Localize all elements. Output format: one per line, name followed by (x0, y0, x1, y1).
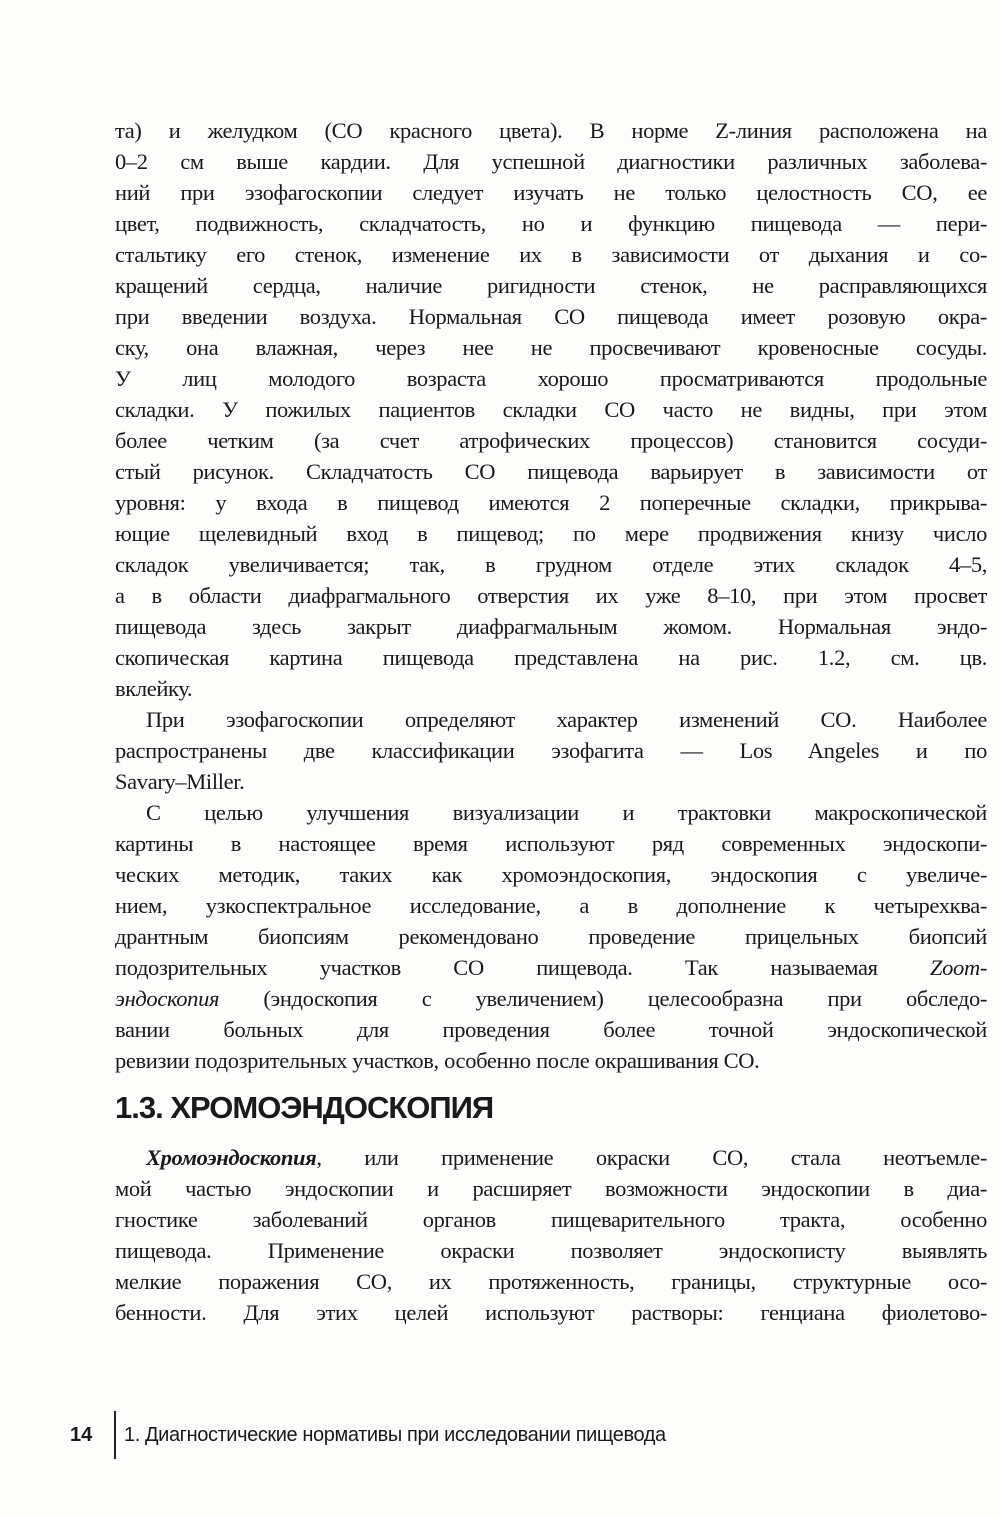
text-line (115, 580, 987, 611)
text-line (115, 797, 987, 828)
text-run: мелкие поражения СО, их протяженность, границы, структурные осо- (115, 1269, 987, 1294)
text-run: распространены две классификации эзофагита — Los Angeles и по (115, 738, 987, 763)
text-run: стый рисунок. Складчатость СО пищевода варьирует в зависимости от (115, 459, 987, 484)
text-run: а в области диафрагмального отверстия их уже 8–10, при этом просвет (115, 583, 987, 608)
text-line (115, 673, 987, 704)
text-run: при введении воздуха. Нормальная СО пищевода имеет розовую окра- (115, 304, 987, 329)
text-run: цвет, подвижность, складчатость, но и функцию пищевода — пери- (115, 211, 987, 236)
text-run: нием, узкоспектральное исследование, а в дополнение к четырехква- (115, 893, 987, 918)
page-footer (70, 1410, 666, 1460)
text-line (115, 1014, 987, 1045)
text-line (115, 239, 987, 270)
text-run: уровня: у входа в пищевод имеются 2 поперечные складки, прикрыва- (115, 490, 987, 515)
text-run: картины в настоящее время используют ряд современных эндоскопи- (115, 831, 987, 856)
text-run: подозрительных участков СО пищевода. Так называемая (115, 955, 930, 980)
text-run: ний при эзофагоскопии следует изучать не только целостность СО, ее (115, 180, 987, 205)
footer-divider (114, 1411, 116, 1459)
text-line (115, 983, 987, 1014)
text-block-2 (115, 1142, 987, 1328)
text-run: складки. У пожилых пациентов складки СО часто не видны, при этом (115, 397, 987, 422)
emphasis-text: Zoom- (929, 955, 987, 980)
page-body (115, 115, 987, 1328)
text-line (115, 1266, 987, 1297)
text-run: гностике заболеваний органов пищеварительного тракта, особенно (115, 1207, 987, 1232)
text-line (115, 301, 987, 332)
text-line (115, 611, 987, 642)
text-line (115, 952, 987, 983)
text-run: более четким (за счет атрофических процессов) становится сосуди- (115, 428, 987, 453)
text-run: та) и желудком (СО красного цвета). В норме Z-линия расположена на (115, 118, 987, 143)
running-title: 1. Диагностические нормативы при исследовании пищевода (124, 1423, 666, 1446)
text-run: ревизии подозрительных участков, особенно после окрашивания СО. (115, 1048, 760, 1073)
text-run: пищевода. Применение окраски позволяет эндоскописту выявлять (115, 1238, 987, 1263)
text-line (115, 549, 987, 580)
text-run: бенности. Для этих целей используют растворы: генциана фиолетово- (115, 1300, 987, 1325)
text-line (115, 456, 987, 487)
text-run: мой частью эндоскопии и расширяет возможности эндоскопии в диа- (115, 1176, 987, 1201)
text-run: 0–2 см выше кардии. Для успешной диагностики различных заболева- (115, 149, 987, 174)
text-run: ску, она влажная, через нее не просвечивают кровеносные сосуды. (115, 335, 987, 360)
text-line (115, 1173, 987, 1204)
text-run: У лиц молодого возраста хорошо просматриваются продольные (115, 366, 987, 391)
text-line (115, 766, 987, 797)
text-block-1 (115, 115, 987, 1076)
text-run: кращений сердца, наличие ригидности стенок, не расправляющихся (115, 273, 987, 298)
emphasis-text: Хромоэндоскопия (146, 1145, 317, 1170)
text-line (115, 177, 987, 208)
text-line (115, 828, 987, 859)
text-line (115, 425, 987, 456)
section-heading: 1.3. ХРОМОЭНДОСКОПИЯ (115, 1090, 494, 1125)
text-line (115, 332, 987, 363)
text-run: При эзофагоскопии определяют характер изменений СО. Наиболее (146, 707, 987, 732)
page-number: 14 (70, 1423, 93, 1446)
text-run: вклейку. (115, 676, 193, 701)
text-line (115, 115, 987, 146)
text-line (115, 363, 987, 394)
text-line (115, 518, 987, 549)
text-line (115, 270, 987, 301)
text-run: ческих методик, таких как хромоэндоскопия, эндоскопия с увеличе- (115, 862, 987, 887)
text-line (115, 1045, 987, 1076)
text-line (115, 704, 987, 735)
text-line (115, 1297, 987, 1328)
emphasis-text: эндоскопия (115, 986, 220, 1011)
text-run: скопическая картина пищевода представлена на рис. 1.2, см. цв. (115, 645, 987, 670)
text-run: стальтику его стенок, изменение их в зависимости от дыхания и со- (115, 242, 987, 267)
text-run: складок увеличивается; так, в грудном отделе этих складок 4–5, (115, 552, 987, 577)
text-run: ющие щелевидный вход в пищевод; по мере продвижения книзу число (115, 521, 987, 546)
text-line (115, 1235, 987, 1266)
text-line (115, 735, 987, 766)
text-run: пищевода здесь закрыт диафрагмальным жомом. Нормальная эндо- (115, 614, 987, 639)
text-line (115, 890, 987, 921)
text-line (115, 146, 987, 177)
text-line (115, 1204, 987, 1235)
text-run: дрантным биопсиям рекомендовано проведение прицельных биопсий (115, 924, 987, 949)
text-run: Savary–Miller. (115, 769, 245, 794)
text-run: С целью улучшения визуализации и трактовки макроскопической (146, 800, 987, 825)
text-run: , или применение окраски СО, стала неотъемле- (316, 1145, 987, 1170)
text-line (115, 1142, 987, 1173)
text-line (115, 394, 987, 425)
text-line (115, 859, 987, 890)
text-run: (эндоскопия с увеличением) целесообразна при обследо- (219, 986, 987, 1011)
text-line (115, 921, 987, 952)
text-line (115, 642, 987, 673)
text-line (115, 208, 987, 239)
text-line (115, 487, 987, 518)
text-run: вании больных для проведения более точной эндоскопической (115, 1017, 987, 1042)
